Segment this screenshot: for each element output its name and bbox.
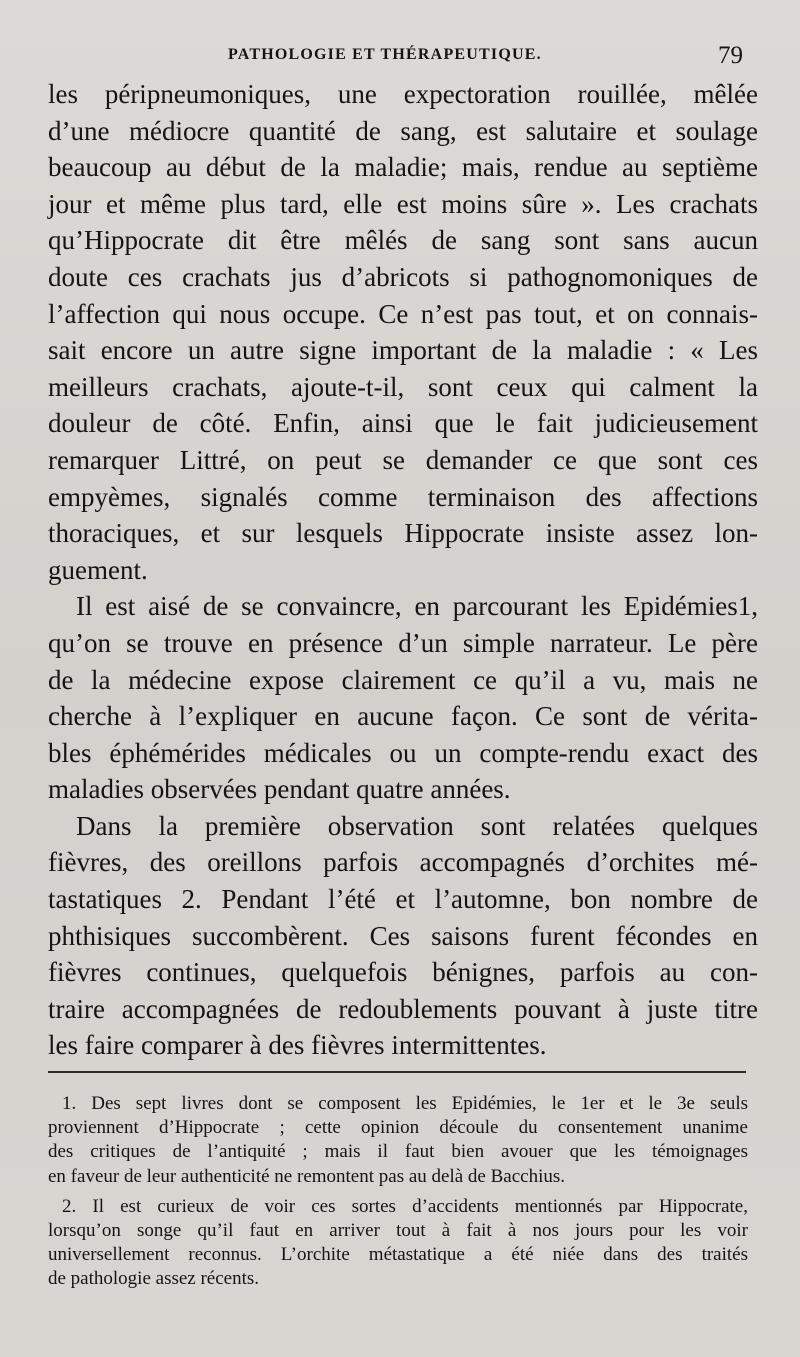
footnote-line: lorsqu’on songe qu’il faut en arriver tout à fait à nos jours pour les voir [48,1219,748,1241]
text-line: guement. [48,554,148,585]
text-line: cherche à l’expliquer en aucune façon. Ce sont de vérita- [48,701,758,732]
footnote-line: en faveur de leur authenticité ne remontent pas au delà de Bacchius. [48,1165,565,1187]
text-line: maladies observées pendant quatre années. [48,774,511,805]
text-line: jour et même plus tard, elle est moins sûre ». Les crachats [48,188,758,219]
footnote-line: des critiques de l’antiquité ; mais il faut bien avouer que les témoignages [48,1141,748,1163]
text-line: fièvres continues, quelquefois bénignes, parfois au con- [48,957,758,988]
running-title: PATHOLOGIE ET THÉRAPEUTIQUE. [228,46,542,63]
text-line: Il est aisé de se convaincre, en parcourant les Epidémies1, [76,591,758,622]
text-line: Dans la première observation sont relatées quelques [76,810,758,841]
text-line: qu’on se trouve en présence d’un simple narrateur. Le père [48,627,758,658]
text-line: traire accompagnées de redoublements pouvant à juste titre [48,993,758,1024]
text-line: beaucoup au début de la maladie; mais, rendue au septième [48,152,758,183]
text-line: bles éphémérides médicales ou un compte-rendu exact des [48,737,758,768]
footnote-rule [48,1071,746,1073]
text-line: empyèmes, signalés comme terminaison des affections [48,481,758,512]
text-line: sait encore un autre signe important de la maladie : « Les [48,335,758,366]
text-line: thoraciques, et sur lesquels Hippocrate insiste assez lon- [48,518,758,549]
running-head [0,42,800,76]
page-number: 79 [718,42,743,69]
text-line: qu’Hippocrate dit être mêlés de sang sont sans aucun [48,225,758,256]
text-line: l’affection qui nous occupe. Ce n’est pas tout, et on connais- [48,298,758,329]
text-line: les péripneumoniques, une expectoration rouillée, mêlée [48,79,758,109]
text-line: les faire comparer à des fièvres intermittentes. [48,1030,547,1061]
text-line: remarquer Littré, on peut se demander ce que sont ces [48,444,758,475]
footnotes [48,1092,748,1292]
footnote-line: universellement reconnus. L’orchite métastatique a été niée dans des traités [48,1244,748,1266]
text-line: de la médecine expose clairement ce qu’il a vu, mais ne [48,664,758,695]
text-line: doute ces crachats jus d’abricots si pathognomoniques de [48,261,758,292]
text-line: fièvres, des oreillons parfois accompagnés d’orchites mé- [48,847,758,878]
text-line: phthisiques succombèrent. Ces saisons furent fécondes en [48,920,758,951]
text-line: d’une médiocre quantité de sang, est salutaire et soulage [48,115,758,146]
text-line: tastatiques 2. Pendant l’été et l’automne, bon nombre de [48,884,758,915]
text-line: douleur de côté. Enfin, ainsi que le fait judicieusement [48,408,758,439]
body-text [48,76,758,1064]
footnote-line: 1. Des sept livres dont se composent les Epidémies, le 1er et le 3e seuls [62,1093,748,1114]
footnote-line: de pathologie assez récents. [48,1268,260,1290]
footnote-line: 2. Il est curieux de voir ces sortes d’accidents mentionnés par Hippocrate, [62,1195,748,1217]
footnote-line: proviennent d’Hippocrate ; cette opinion découle du consentement unanime [48,1117,748,1139]
text-line: meilleurs crachats, ajoute-t-il, sont ceux qui calment la [48,371,758,402]
